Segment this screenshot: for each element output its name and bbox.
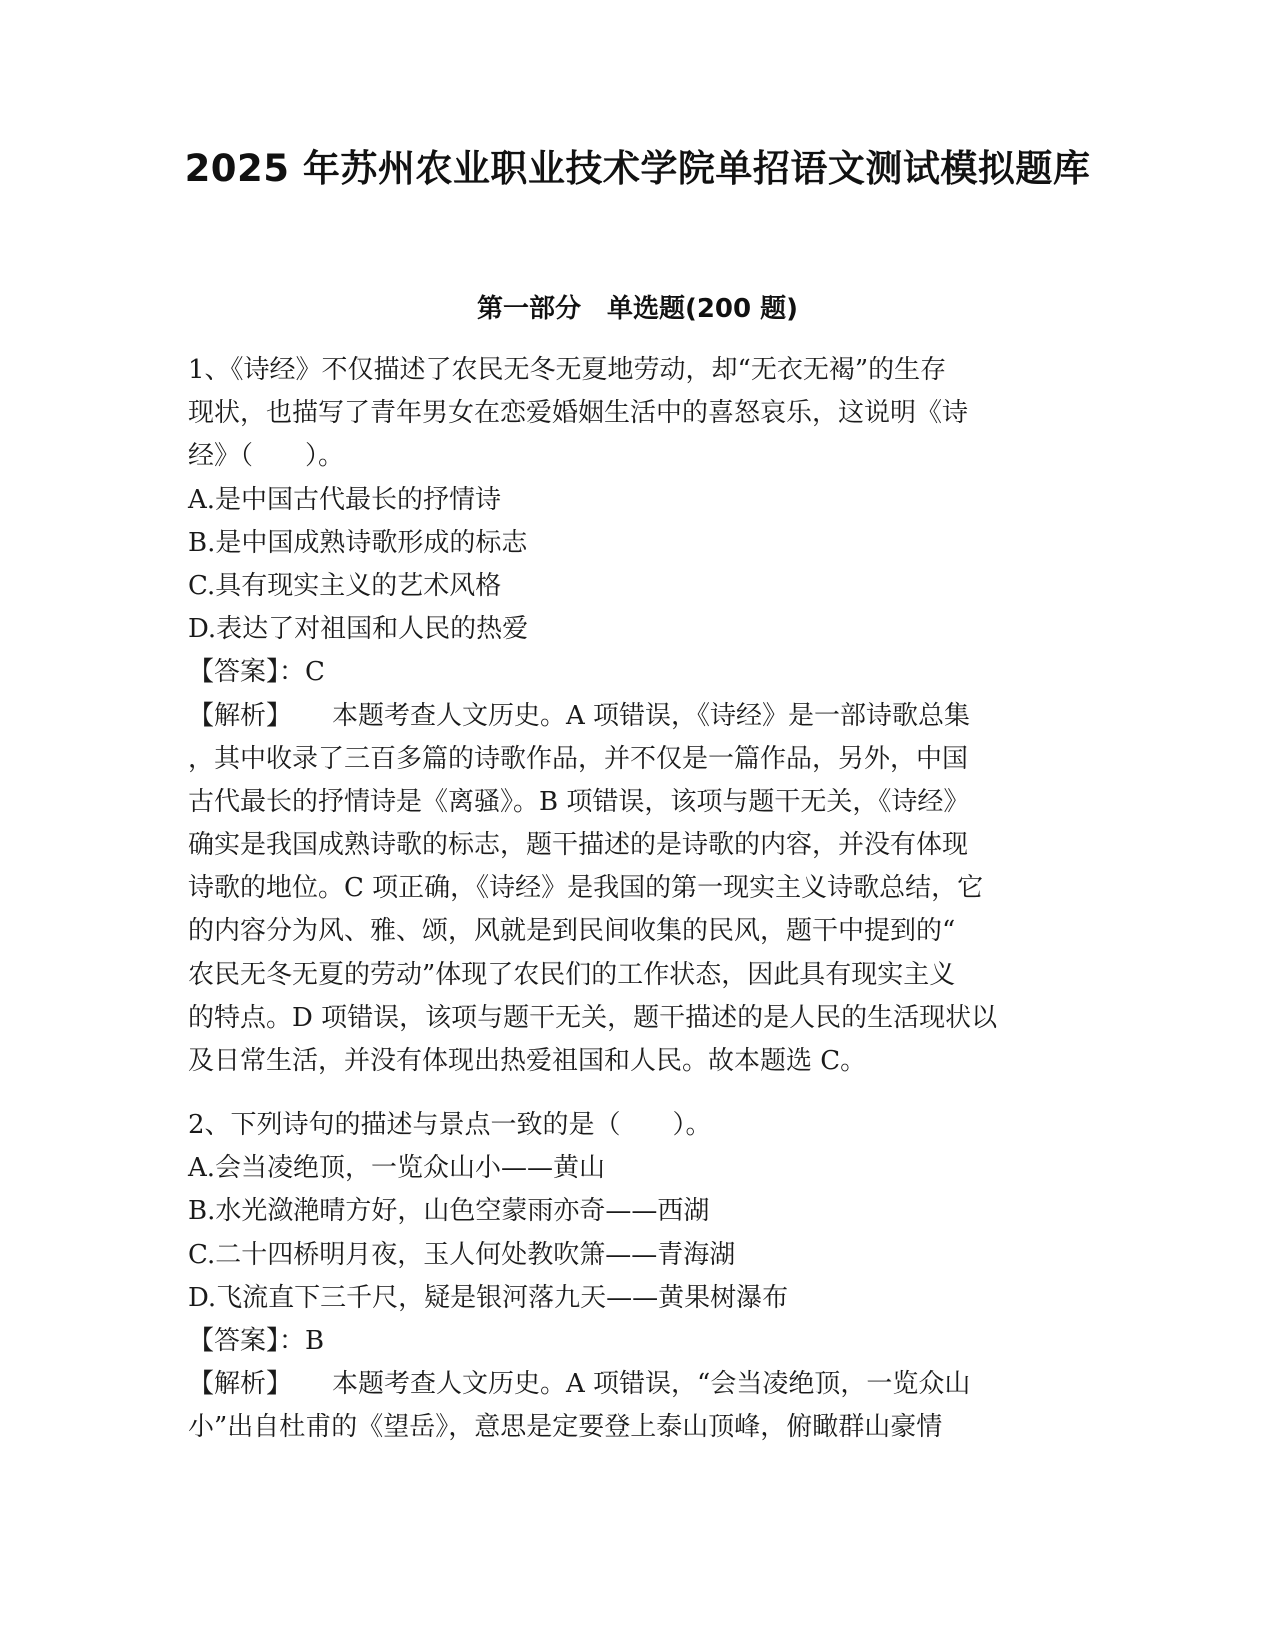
explanation-text: 的特点。D 项错误，该项与题干无关，题干描述的是人民的生活现状以: [188, 1002, 998, 1033]
question-1: [188, 349, 1093, 1083]
explanation-line: [188, 695, 1093, 738]
explanation-text: 确实是我国成熟诗歌的标志，题干描述的是诗歌的内容，并没有体现: [188, 830, 969, 861]
explanation-text: 诗歌的地位。C 项正确，《诗经》是我国的第一现实主义诗歌总结，它: [188, 873, 984, 904]
explanation-label: 【解析】: [188, 1369, 293, 1400]
option-c: C.具有现实主义的艺术风格: [188, 570, 502, 601]
option-b: B.是中国成熟诗歌形成的标志: [188, 527, 528, 558]
answer-label: 【答案】：: [188, 657, 306, 688]
explanation-label: 【解析】: [188, 700, 293, 731]
explanation-text: 农民无冬无夏的劳动”体现了农民们的工作状态，因此具有现实主义: [188, 959, 956, 990]
answer-line: [188, 651, 1093, 694]
question-stem-line: 2、下列诗句的描述与景点一致的是（ ）。: [188, 1110, 712, 1140]
explanation-text: 本题考查人文历史。A 项错误，“会当凌绝顶，一览众山: [332, 1369, 971, 1400]
option-c: C.二十四桥明月夜，玉人何处教吹箫——青海湖: [188, 1239, 736, 1270]
option-d: D.飞流直下三千尺，疑是银河落九天——黄果树瀑布: [188, 1282, 789, 1313]
section-heading: 第一部分 单选题(200 题): [476, 294, 799, 324]
question-2: [188, 1104, 1093, 1450]
option-b: B.水光潋滟晴方好，山色空蒙雨亦奇——西湖: [188, 1196, 710, 1227]
option-d: D.表达了对祖国和人民的热爱: [188, 614, 529, 645]
question-stem-line: 经》（ ）。: [188, 441, 345, 472]
explanation-text: ，其中收录了三百多篇的诗歌作品，并不仅是一篇作品，另外，中国: [188, 743, 969, 774]
explanation-text: 本题考查人文历史。A 项错误，《诗经》是一部诗歌总集: [332, 700, 971, 731]
option-a: A.会当凌绝顶，一览众山小——黄山: [188, 1153, 606, 1184]
question-stem-line: 1、《诗经》不仅描述了农民无冬无夏地劳动，却“无衣无褐”的生存: [188, 355, 947, 385]
answer-value: C: [305, 657, 325, 688]
answer-label: 【答案】：: [188, 1325, 306, 1356]
explanation-text: 小”出自杜甫的《望岳》，意思是定要登上泰山顶峰，俯瞰群山豪情: [188, 1412, 943, 1443]
option-a: A.是中国古代最长的抒情诗: [188, 484, 502, 515]
answer-line: [188, 1320, 1093, 1363]
answer-value: B: [305, 1325, 325, 1356]
explanation-text: 及日常生活，并没有体现出热爱祖国和人民。故本题选 C。: [188, 1046, 867, 1076]
explanation-line: [188, 1363, 1093, 1406]
document-title: 2025 年苏州农业职业技术学院单招语文测试模拟题库: [184, 147, 1091, 190]
explanation-text: 的内容分为风、雅、颂，风就是到民间收集的民风，题干中提到的“: [188, 916, 956, 947]
question-stem-line: 现状，也描写了青年男女在恋爱婚姻生活中的喜怒哀乐，这说明《诗: [188, 398, 969, 429]
explanation-text: 古代最长的抒情诗是《离骚》。B 项错误，该项与题干无关，《诗经》: [188, 786, 970, 817]
